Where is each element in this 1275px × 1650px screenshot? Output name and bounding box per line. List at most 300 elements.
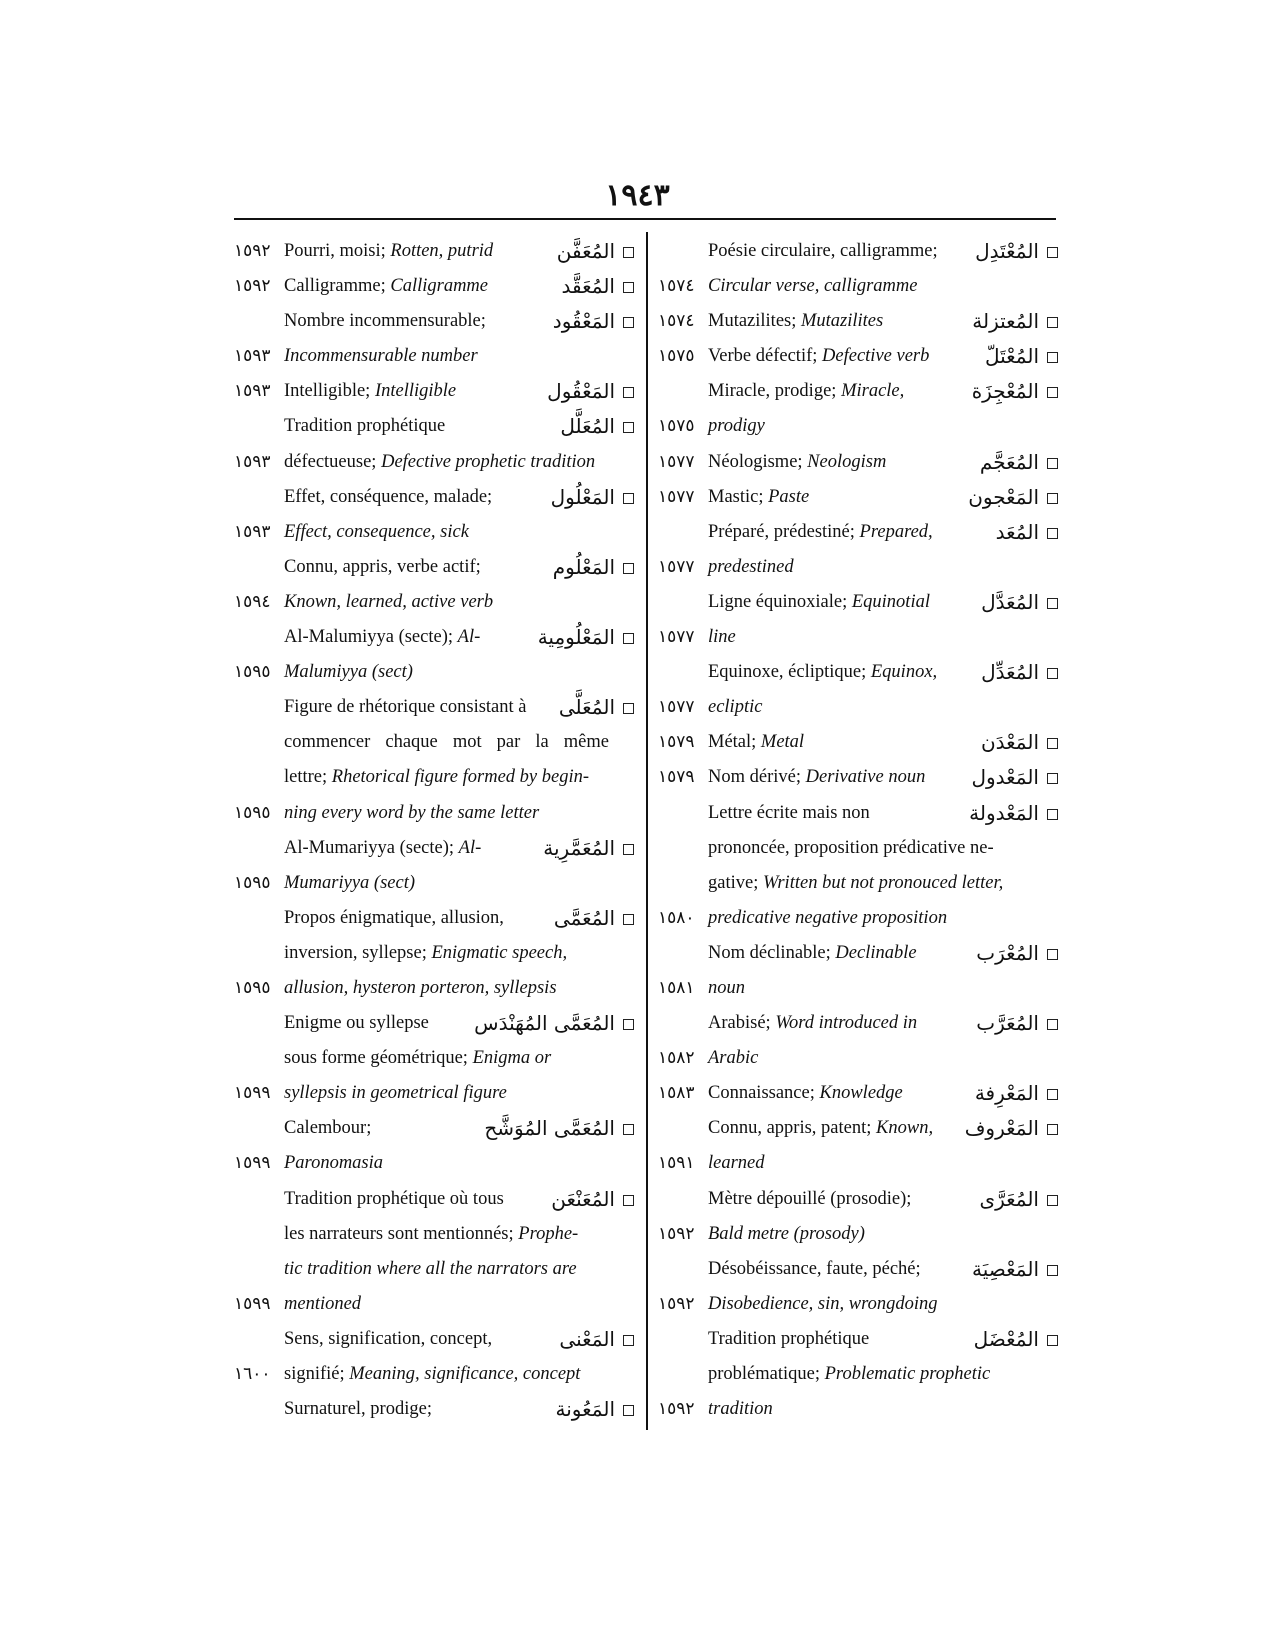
- entry-line: [658, 796, 1058, 831]
- definition-text: [708, 655, 937, 690]
- entry-line: [658, 971, 1058, 1006]
- page-reference: ١٥٧٩: [658, 732, 695, 753]
- entry-line: [658, 1111, 1058, 1146]
- english-definition: syllepsis in geometrical figure: [284, 1083, 507, 1104]
- definition-text: [708, 936, 917, 971]
- entry-line: [234, 339, 634, 374]
- english-definition: predestined: [708, 556, 794, 577]
- entry-bullet-icon: [623, 563, 634, 574]
- english-definition: ecliptic: [708, 697, 763, 718]
- arabic-headword: [981, 585, 1058, 620]
- arabic-term: المَعْدولة: [969, 800, 1039, 825]
- english-definition: Mumariyya (sect): [284, 872, 415, 893]
- page-reference: ١٥٨٠: [658, 907, 695, 928]
- page-reference: ١٥٩٥: [234, 977, 271, 998]
- arabic-term: المَعْلُومِية: [537, 625, 615, 650]
- entry-line: [234, 1217, 634, 1252]
- arabic-term: المُعَرَّى: [979, 1186, 1039, 1211]
- entry-bullet-icon: [1047, 598, 1058, 609]
- page-reference: ١٦٠٠: [234, 1364, 271, 1384]
- french-definition: Connaissance;: [708, 1083, 820, 1104]
- english-definition: mentioned: [284, 1293, 362, 1314]
- french-definition: Nombre incommensurable;: [284, 311, 486, 332]
- french-definition: Tradition prophétique où tous: [284, 1188, 504, 1209]
- arabic-term: المَعُونة: [555, 1397, 615, 1422]
- page-reference: ١٥٨١: [658, 977, 695, 998]
- arabic-term: المُعَمَّى المُهَنْدَس: [474, 1011, 615, 1036]
- entry-bullet-icon: [623, 493, 634, 504]
- entry-line: [234, 760, 634, 795]
- arabic-headword: [972, 374, 1058, 409]
- page-reference: ١٥٧٥: [658, 416, 695, 437]
- entry-line: [658, 269, 1058, 304]
- definition-text: [284, 374, 456, 409]
- arabic-term: المُعْتَلّ: [984, 344, 1039, 369]
- arabic-headword: [969, 796, 1058, 831]
- english-definition: Paronomasia: [284, 1153, 384, 1174]
- arabic-headword: [484, 1111, 634, 1146]
- entry-bullet-icon: [623, 247, 634, 258]
- definition-text: [708, 1392, 773, 1427]
- definition-text: [284, 1041, 551, 1076]
- entry-line: [234, 620, 634, 655]
- english-definition: Al-: [457, 627, 481, 648]
- arabic-headword: [974, 1322, 1058, 1357]
- entry-bullet-icon: [1047, 809, 1058, 820]
- definition-text: [708, 690, 762, 725]
- definition-text: [708, 339, 929, 374]
- arabic-term: المَعْقُول: [547, 379, 615, 404]
- entry-line: [234, 515, 634, 550]
- entry-line: [658, 1076, 1058, 1111]
- entry-line: [658, 234, 1058, 269]
- english-definition: Derivative noun: [805, 767, 926, 788]
- definition-text: [708, 1252, 921, 1287]
- arabic-term: المُعَمَّى المُوَشَّح: [484, 1116, 615, 1141]
- entry-line: [658, 304, 1058, 339]
- french-definition: Enigme ou syllepse: [284, 1013, 429, 1034]
- page-reference: ١٥٧٩: [658, 767, 695, 788]
- english-definition: Effect, consequence, sick: [284, 521, 469, 542]
- arabic-term: المَعْصِيَة: [972, 1256, 1039, 1281]
- entry-line: [234, 971, 634, 1006]
- arabic-headword: [996, 515, 1058, 550]
- definition-text: [708, 269, 917, 304]
- arabic-headword: [968, 480, 1058, 515]
- arabic-headword: [559, 1322, 634, 1357]
- entry-line: [658, 1357, 1058, 1392]
- entry-line: [234, 655, 634, 690]
- definition-text: [284, 831, 481, 866]
- english-definition: line: [708, 627, 736, 648]
- arabic-headword: [980, 445, 1058, 480]
- arabic-headword: [554, 901, 634, 936]
- definition-text: [284, 445, 595, 480]
- arabic-term: المُعَد: [995, 519, 1039, 544]
- arabic-term: المُعَدِّل: [981, 660, 1039, 685]
- english-definition: Calligramme: [390, 276, 488, 297]
- french-definition: Pourri, moisi;: [284, 241, 391, 261]
- entry-line: [658, 1006, 1058, 1041]
- page-reference: ١٥٩٥: [234, 872, 271, 893]
- definition-text: [284, 1076, 507, 1111]
- definition-text: [708, 1006, 917, 1041]
- arabic-term: المُعَجَّم: [979, 449, 1039, 474]
- english-definition: Rhetorical figure formed by begin-: [331, 767, 590, 788]
- arabic-term: المُعْتَدِل: [975, 239, 1039, 263]
- entry-bullet-icon: [1047, 247, 1058, 258]
- definition-text: [284, 1322, 492, 1357]
- french-definition: Mètre dépouillé (prosodie);: [708, 1188, 912, 1209]
- french-definition: Poésie circulaire, calligramme;: [708, 241, 938, 261]
- entry-line: [234, 374, 634, 409]
- arabic-headword: [979, 1182, 1058, 1217]
- english-definition: Miracle,: [841, 381, 905, 402]
- entry-bullet-icon: [1047, 387, 1058, 398]
- arabic-headword: [972, 304, 1058, 339]
- english-definition: tic tradition where all the narrators are: [284, 1258, 577, 1279]
- entry-bullet-icon: [1047, 1335, 1058, 1346]
- arabic-headword: [557, 234, 634, 269]
- arabic-term: المَعْرِفة: [974, 1081, 1039, 1106]
- french-definition: Equinoxe, écliptique;: [708, 662, 871, 683]
- entry-bullet-icon: [1047, 949, 1058, 960]
- french-definition: Désobéissance, faute, péché;: [708, 1258, 921, 1279]
- definition-text: [708, 409, 765, 444]
- page-reference: ١٥٩٣: [234, 521, 271, 542]
- french-definition: Intelligible;: [284, 381, 375, 402]
- page-reference: ١٥٨٢: [658, 1048, 695, 1069]
- arabic-headword: [971, 760, 1058, 795]
- english-definition: Al-: [458, 837, 482, 858]
- entry-line: [658, 1322, 1058, 1357]
- entry-bullet-icon: [1047, 1019, 1058, 1030]
- page-reference: ١٥٨٣: [658, 1083, 695, 1104]
- english-definition: allusion, hysteron porteron, syllepsis: [284, 977, 557, 998]
- arabic-headword: [551, 1182, 634, 1217]
- entry-bullet-icon: [623, 282, 634, 293]
- english-definition: Defective prophetic tradition: [381, 451, 596, 472]
- arabic-term: المُعْرَب: [976, 940, 1039, 965]
- definition-text: [284, 655, 413, 690]
- page-reference: ١٥٩٢: [234, 241, 271, 261]
- entry-line: [658, 1217, 1058, 1252]
- page-reference: ١٥٩٤: [234, 591, 271, 612]
- entry-line: [234, 690, 634, 725]
- definition-text: [708, 620, 736, 655]
- definition-text: [284, 1111, 371, 1146]
- english-definition: Paste: [768, 486, 810, 507]
- french-definition: commencer chaque mot par la même: [284, 732, 609, 753]
- page-reference: ١٥٧٧: [658, 697, 695, 718]
- french-definition: Calligramme;: [284, 276, 391, 297]
- page-number: ١٩٤٣: [605, 179, 670, 212]
- entry-line: [658, 515, 1058, 550]
- entry-line: [234, 269, 634, 304]
- entry-bullet-icon: [1047, 1265, 1058, 1276]
- entry-bullet-icon: [1047, 528, 1058, 539]
- entry-bullet-icon: [1047, 1089, 1058, 1100]
- entry-bullet-icon: [623, 317, 634, 328]
- arabic-headword: [975, 234, 1058, 269]
- definition-text: [708, 1111, 933, 1146]
- page-reference: ١٥٩٩: [234, 1293, 271, 1314]
- french-definition: Néologisme;: [708, 451, 808, 472]
- entry-bullet-icon: [623, 387, 634, 398]
- page-reference: ١٥٩٥: [234, 662, 271, 683]
- page-reference: ١٥٩١: [658, 1153, 695, 1174]
- definition-text: [708, 1041, 758, 1076]
- entry-line: [658, 585, 1058, 620]
- page-reference: ١٥٧٧: [658, 451, 695, 472]
- entry-line: [658, 901, 1058, 936]
- definition-text: [284, 620, 480, 655]
- french-definition: inversion, syllepse;: [284, 942, 432, 963]
- arabic-term: المُعَنْعَن: [551, 1186, 615, 1211]
- definition-text: [708, 1076, 903, 1111]
- right-column: [658, 234, 1058, 1427]
- arabic-term: المُعَمَّى: [553, 905, 615, 930]
- definition-text: [708, 796, 870, 831]
- page-reference: ١٥٩٢: [658, 1293, 695, 1314]
- entry-line: [658, 725, 1058, 760]
- entry-line: [234, 1146, 634, 1181]
- page-reference: ١٥٧٧: [658, 556, 695, 577]
- entry-bullet-icon: [623, 844, 634, 855]
- english-definition: Bald metre (prosody): [708, 1223, 865, 1244]
- english-definition: Written but not pronouced letter,: [762, 872, 1004, 893]
- definition-text: [708, 480, 809, 515]
- english-definition: Malumiyya (sect): [284, 662, 413, 683]
- arabic-headword: [560, 409, 634, 444]
- definition-text: [708, 234, 938, 269]
- french-definition: Tradition prophétique: [284, 416, 446, 437]
- english-definition: Prepared,: [859, 521, 933, 542]
- definition-text: [708, 725, 804, 760]
- arabic-term: المُعْجِزَة: [971, 379, 1039, 404]
- french-definition: Effet, conséquence, malade;: [284, 486, 493, 507]
- french-definition: Ligne équinoxiale;: [708, 591, 852, 612]
- definition-text: [284, 304, 486, 339]
- definition-text: [284, 1182, 504, 1217]
- arabic-headword: [556, 1392, 634, 1427]
- english-definition: tradition: [708, 1399, 773, 1420]
- entry-line: [234, 234, 634, 269]
- english-definition: Intelligible: [374, 381, 457, 402]
- english-definition: Known,: [876, 1118, 934, 1139]
- english-definition: Circular verse, calligramme: [708, 276, 918, 297]
- page-reference: ١٥٧٧: [658, 627, 695, 648]
- arabic-headword: [981, 655, 1058, 690]
- page-reference: ١٥٩٣: [234, 346, 271, 367]
- definition-text: [708, 374, 904, 409]
- entry-line: [658, 550, 1058, 585]
- english-definition: Metal: [760, 732, 805, 753]
- definition-text: [284, 409, 445, 444]
- entry-line: [234, 1357, 634, 1392]
- definition-text: [708, 971, 745, 1006]
- french-definition: Mutazilites;: [708, 311, 801, 332]
- entry-line: [658, 760, 1058, 795]
- definition-text: [708, 866, 1003, 901]
- english-definition: predicative negative proposition: [708, 907, 948, 928]
- entry-bullet-icon: [623, 633, 634, 644]
- english-definition: Arabic: [708, 1048, 759, 1069]
- definition-text: [708, 1357, 990, 1392]
- entry-line: [658, 445, 1058, 480]
- definition-text: [708, 760, 925, 795]
- entry-line: [658, 1182, 1058, 1217]
- french-definition: Calembour;: [284, 1118, 372, 1139]
- french-definition: Propos énigmatique, allusion,: [284, 907, 504, 928]
- definition-text: [708, 1322, 869, 1357]
- definition-text: [284, 1357, 580, 1392]
- arabic-term: المَعْنى: [559, 1326, 615, 1351]
- entry-line: [658, 374, 1058, 409]
- english-definition: Meaning, significance, concept: [349, 1364, 581, 1384]
- english-definition: learned: [708, 1153, 765, 1174]
- english-definition: Word introduced in: [775, 1013, 918, 1034]
- definition-text: [708, 1287, 938, 1322]
- definition-text: [284, 760, 589, 795]
- entry-line: [658, 690, 1058, 725]
- french-definition: Sens, signification, concept,: [284, 1328, 493, 1349]
- entry-line: [234, 1287, 634, 1322]
- arabic-headword: [976, 936, 1058, 971]
- definition-text: [284, 936, 567, 971]
- definition-text: [708, 445, 886, 480]
- page-reference: ١٥٩٢: [234, 276, 271, 297]
- entry-line: [234, 1006, 634, 1041]
- entry-line: [234, 445, 634, 480]
- page-reference: ١٥٩٣: [234, 451, 271, 472]
- entry-bullet-icon: [623, 1335, 634, 1346]
- definition-text: [708, 550, 794, 585]
- arabic-headword: [553, 304, 634, 339]
- definition-text: [284, 690, 527, 725]
- entry-line: [658, 480, 1058, 515]
- french-definition: Nom dérivé;: [708, 767, 806, 788]
- definition-text: [708, 515, 933, 550]
- entry-line: [234, 1392, 634, 1427]
- french-definition: Tradition prophétique: [708, 1328, 870, 1349]
- english-definition: noun: [708, 977, 745, 998]
- entry-bullet-icon: [1047, 668, 1058, 679]
- french-definition: les narrateurs sont mentionnés;: [284, 1223, 519, 1244]
- arabic-headword: [975, 1076, 1058, 1111]
- arabic-term: المُعْضَل: [973, 1326, 1039, 1351]
- entry-line: [658, 1146, 1058, 1181]
- english-definition: Mutazilites: [801, 311, 884, 332]
- english-definition: prodigy: [708, 416, 765, 437]
- english-definition: Knowledge: [819, 1083, 903, 1104]
- page-reference: ١٥٧٤: [658, 311, 695, 332]
- english-definition: Equinotial: [851, 591, 930, 612]
- english-definition: Rotten, putrid: [390, 241, 494, 261]
- english-definition: Equinox,: [870, 662, 938, 683]
- english-definition: Enigma or: [472, 1048, 552, 1069]
- arabic-headword: [972, 1252, 1058, 1287]
- definition-text: [708, 1217, 865, 1252]
- column-divider: [646, 232, 648, 1430]
- entry-bullet-icon: [1047, 1124, 1058, 1135]
- entry-line: [234, 304, 634, 339]
- arabic-term: المَعْلُوم: [552, 554, 615, 579]
- arabic-headword: [538, 620, 634, 655]
- definition-text: [708, 831, 994, 866]
- left-column: [234, 234, 634, 1427]
- definition-text: [284, 480, 492, 515]
- entry-bullet-icon: [1047, 317, 1058, 328]
- arabic-term: المُعَدَّل: [981, 589, 1039, 614]
- definition-text: [284, 866, 415, 901]
- entry-line: [234, 409, 634, 444]
- arabic-headword: [543, 831, 634, 866]
- french-definition: Al-Mumariyya (secte);: [284, 837, 459, 858]
- page-reference: ١٥٩٥: [234, 802, 271, 823]
- entry-bullet-icon: [1047, 773, 1058, 784]
- entry-bullet-icon: [623, 1124, 634, 1135]
- entry-line: [234, 1041, 634, 1076]
- definition-text: [708, 1182, 911, 1217]
- definition-text: [284, 796, 539, 831]
- arabic-term: المَعْلُول: [550, 484, 615, 509]
- french-definition: sous forme géométrique;: [284, 1048, 473, 1069]
- page-reference: ١٥٩٣: [234, 381, 271, 402]
- entry-line: [234, 725, 634, 760]
- entry-line: [234, 901, 634, 936]
- entry-bullet-icon: [1047, 738, 1058, 749]
- arabic-headword: [985, 339, 1058, 374]
- french-definition: Nom déclinable;: [708, 942, 836, 963]
- definition-text: [284, 585, 493, 620]
- english-definition: Disobedience, sin, wrongdoing: [708, 1293, 938, 1314]
- definition-text: [284, 1217, 578, 1252]
- french-definition: Al-Malumiyya (secte);: [284, 627, 458, 648]
- french-definition: lettre;: [284, 767, 332, 788]
- entry-line: [234, 1182, 634, 1217]
- page-reference: ١٥٧٧: [658, 486, 695, 507]
- french-definition: Préparé, prédestiné;: [708, 521, 860, 542]
- entry-bullet-icon: [623, 1019, 634, 1030]
- french-definition: Arabisé;: [708, 1013, 776, 1034]
- english-definition: Incommensurable number: [284, 346, 478, 367]
- definition-text: [284, 550, 481, 585]
- entry-line: [234, 936, 634, 971]
- entry-bullet-icon: [1047, 1195, 1058, 1206]
- arabic-headword: [551, 480, 634, 515]
- definition-text: [284, 725, 609, 760]
- entry-bullet-icon: [623, 1405, 634, 1416]
- french-definition: prononcée, proposition prédicative ne-: [708, 837, 994, 858]
- entry-line: [234, 550, 634, 585]
- entry-line: [234, 831, 634, 866]
- english-definition: Neologism: [807, 451, 887, 472]
- definition-text: [284, 971, 557, 1006]
- definition-text: [708, 1146, 765, 1181]
- definition-text: [708, 901, 947, 936]
- definition-text: [284, 1146, 383, 1181]
- english-definition: Declinable: [835, 942, 917, 963]
- arabic-headword: [976, 1006, 1058, 1041]
- entry-bullet-icon: [1047, 493, 1058, 504]
- entry-line: [658, 1252, 1058, 1287]
- arabic-headword: [965, 1111, 1058, 1146]
- entry-line: [234, 866, 634, 901]
- definition-text: [284, 1287, 361, 1322]
- arabic-headword: [562, 269, 634, 304]
- entry-line: [234, 1322, 634, 1357]
